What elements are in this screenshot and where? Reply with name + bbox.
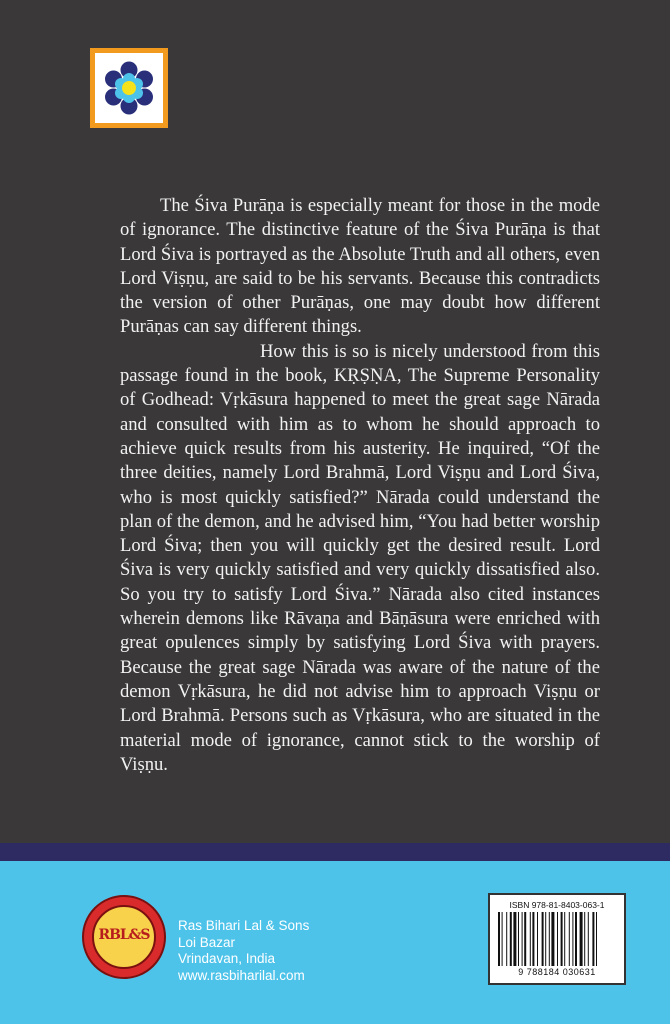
barcode-icon: [498, 912, 616, 966]
publisher-website: www.rasbiharilal.com: [178, 967, 305, 983]
publisher-address-line: Loi Bazar: [178, 934, 236, 950]
cover-description: [120, 194, 600, 777]
paragraph-1: The Śiva Purāṇa is especially meant for those in the mode of ignorance. The distinctive feature of the Śiva Purāṇa is that Lord Śiva is portrayed as the Absolute Truth and all others, even Lord Viṣṇu, are said to be his servants. Because this contradicts the version of other Purāṇas, one may doubt how different Purāṇas can say different things.: [120, 195, 600, 338]
flower-icon: [102, 60, 156, 116]
publisher-seal-icon: [82, 895, 166, 979]
isbn-label: ISBN 978-81-8403-063-1: [509, 900, 605, 910]
barcode-number: 9 788184 030631: [518, 967, 596, 977]
publisher-info: [178, 918, 309, 984]
paragraph-2: How this is so is nicely understood from this passage found in the book, KṚṢṆA, The Supreme Personality of Godhead: Vṛkāsura happened to meet the great sage Nārada and consulted with him as to whom he should approach to achieve quick results from his austerity. He inquired, “Of the three deities, namely Lord Brahmā, Lord Viṣṇu and Lord Śiva, who is most quickly satisfied?” Nārada could understand the plan of the demon, and he advised him, “You had better worship Lord Śiva; then you will quickly get the desired result. Lord Śiva is very quickly satisfied and very quickly dissatisfied also. So you try to satisfy Lord Śiva.” Nārada also cited instances wherein demons like Rāvaṇa and Bāṇāsura were enriched with great opulences simply by satisfying Lord Śiva with prayers. Because the great sage Nārada was aware of the nature of the demon Vṛkāsura, he did not advise him to approach Viṣṇu or Lord Brahmā. Persons such as Vṛkāsura, who are situated in the material mode of ignorance, cannot stick to the worship of Viṣṇu.: [120, 340, 600, 775]
barcode-panel: [488, 893, 626, 985]
seal-text: RBL&S: [98, 927, 150, 943]
publisher-location: Vrindavan, India: [178, 951, 276, 966]
logo-frame: [90, 48, 168, 128]
publisher-name: Ras Bihari Lal & Sons: [178, 918, 310, 933]
divider-band: [0, 843, 670, 861]
seal-center: [92, 905, 156, 969]
